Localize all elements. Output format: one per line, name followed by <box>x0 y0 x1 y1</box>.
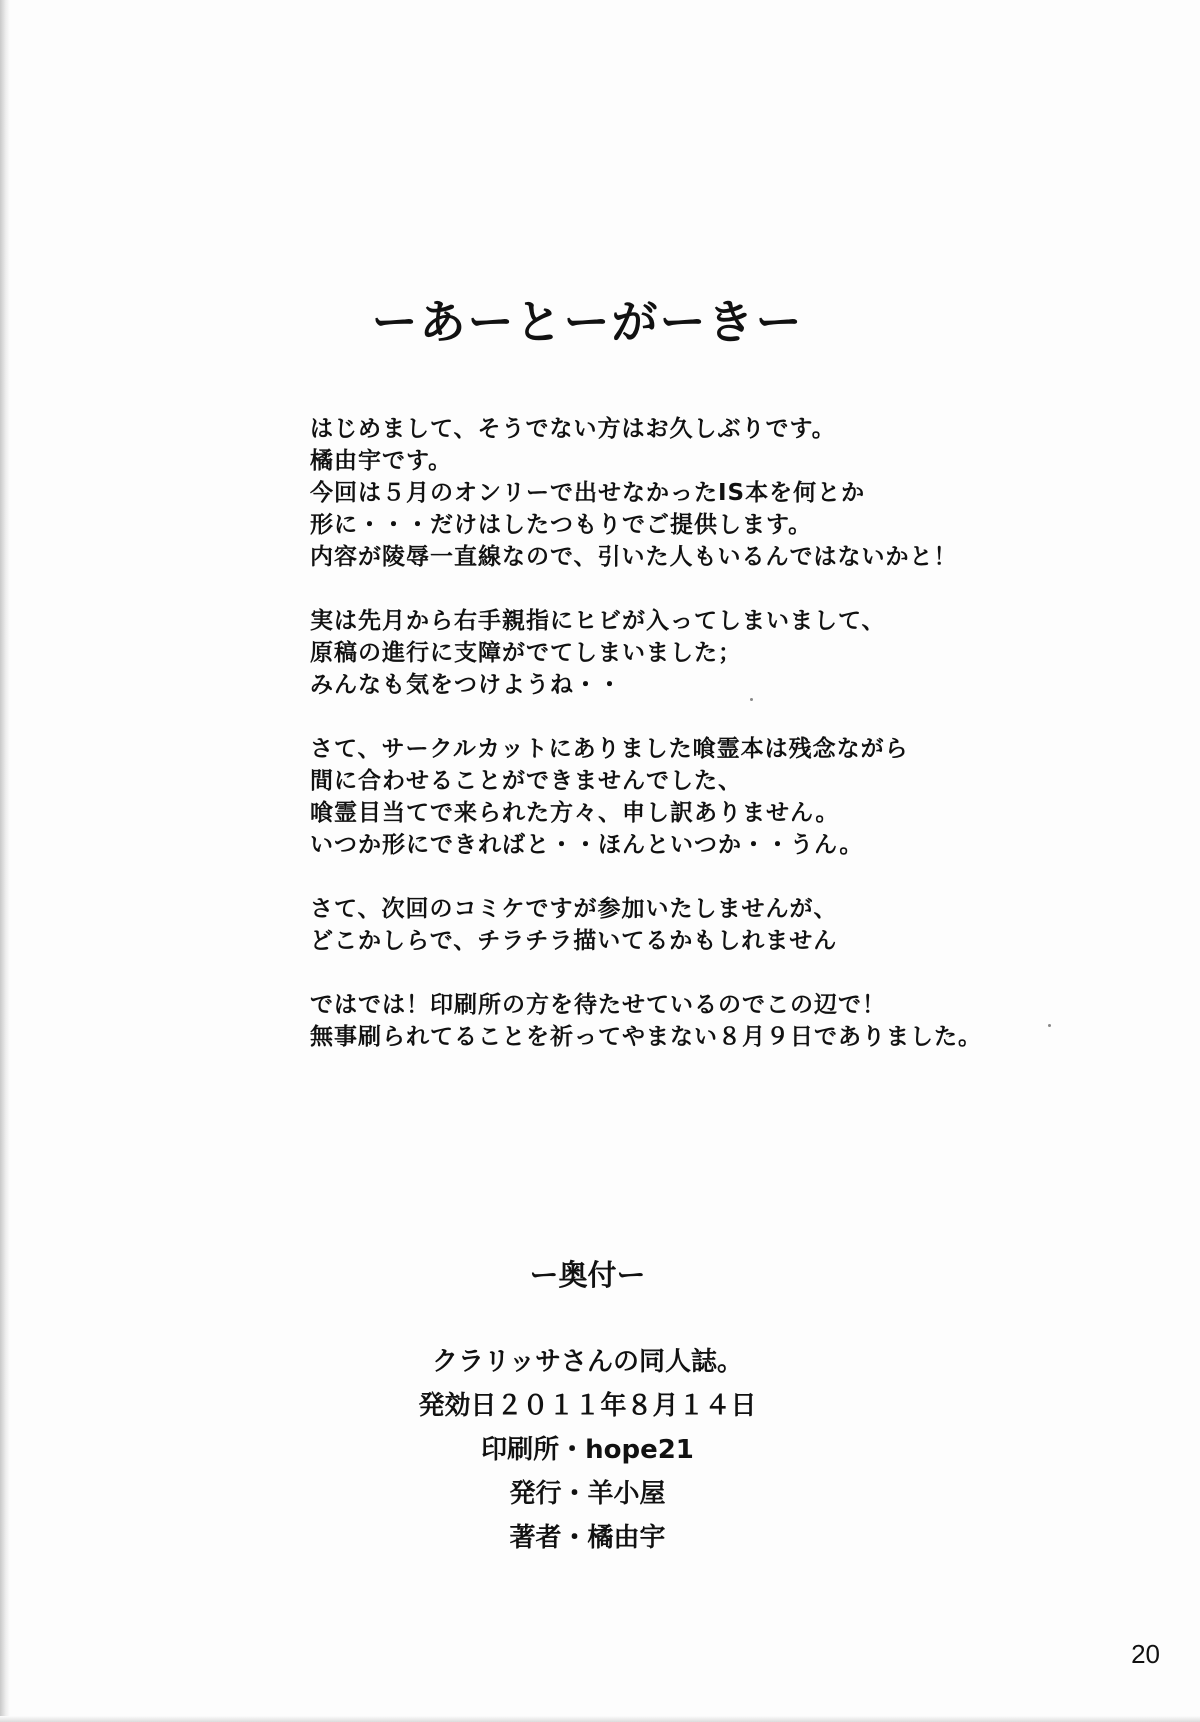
colophon <box>0 1340 1175 1560</box>
colophon-book-title: クラリッサさんの同人誌。 <box>432 1347 743 1377</box>
afterword-line: どこかしらで、チラチラ描いてるかもしれません <box>310 928 838 954</box>
afterword-paragraph-1 <box>310 413 1170 573</box>
afterword-body <box>310 413 1170 1085</box>
afterword-title: ーあーとーがーきー <box>371 295 804 349</box>
afterword-line: 内容が陵辱一直線なので、引いた人もいるんではないかと！ <box>310 544 958 570</box>
paper-speck <box>1048 1024 1051 1027</box>
afterword-paragraph-3 <box>310 733 1170 861</box>
colophon-author: 著者・橘由宇 <box>509 1523 666 1553</box>
colophon-title: ー奥付ー <box>529 1258 646 1292</box>
colophon-issue-date: 発効日２０１１年８月１４日 <box>418 1391 757 1421</box>
afterword-line: 喰霊目当てで来られた方々、申し訳ありません。 <box>310 800 840 826</box>
afterword-line: 原稿の進行に支障がでてしまいました； <box>310 640 742 666</box>
page-number: 20 <box>1131 1639 1160 1669</box>
afterword-line: 実は先月から右手親指にヒビが入ってしまいまして、 <box>310 608 886 634</box>
afterword-line: いつか形にできればと・・ほんといつか・・うん。 <box>310 832 864 858</box>
afterword-line: 形に・・・だけはしたつもりでご提供します。 <box>310 512 813 538</box>
afterword-paragraph-2 <box>310 605 1170 701</box>
colophon-publisher: 発行・羊小屋 <box>509 1479 666 1509</box>
afterword-line: 橘由宇です。 <box>310 448 453 474</box>
paper-speck <box>750 698 753 701</box>
afterword-line: はじめまして、そうでない方はお久しぶりです。 <box>310 416 836 442</box>
page-bottom-shadow <box>0 1716 1200 1722</box>
afterword-line: みんなも気をつけようね・・ <box>310 672 622 698</box>
afterword-paragraph-4 <box>310 893 1170 957</box>
afterword-line: ではでは！印刷所の方を待たせているのでこの辺で！ <box>310 992 886 1018</box>
afterword-line: さて、サークルカットにありました喰霊本は残念ながら <box>310 736 909 762</box>
afterword-line: 今回は５月のオンリーで出せなかったIS本を何とか <box>310 480 866 506</box>
afterword-line: 間に合わせることができませんでした、 <box>310 768 742 794</box>
afterword-line: さて、次回のコミケですが参加いたしませんが、 <box>310 896 838 922</box>
colophon-printer: 印刷所・hope21 <box>481 1435 694 1465</box>
afterword-paragraph-5 <box>310 989 1170 1053</box>
afterword-line: 無事刷られてることを祈ってやまない８月９日でありました。 <box>310 1024 982 1050</box>
